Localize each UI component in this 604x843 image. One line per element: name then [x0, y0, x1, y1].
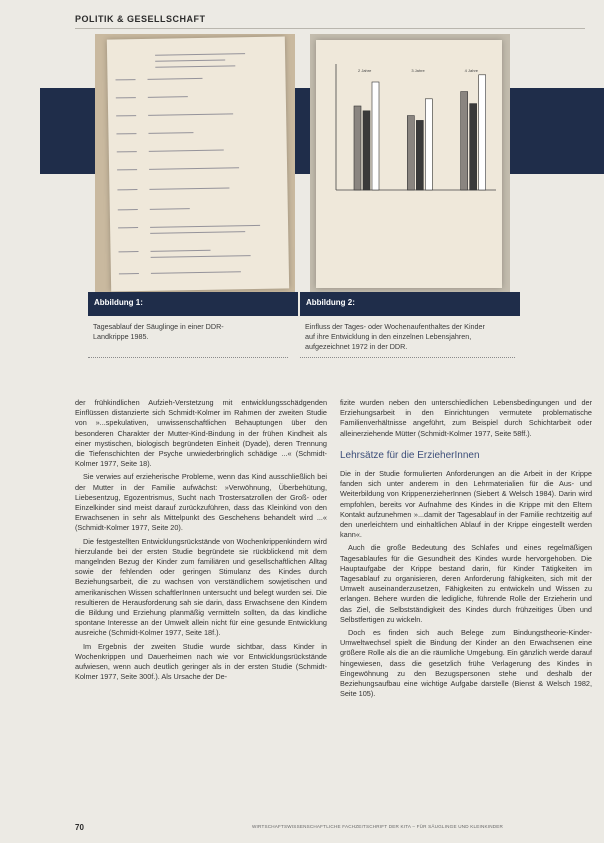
bar	[363, 111, 370, 190]
figure1-photo	[95, 34, 295, 292]
footer-text: WIRTSCHAFTSWISSENSCHAFTLICHE FACHZEITSCHRIFT DER KITA – FÜR SÄUGLINGE UND KLEINKINDER	[252, 824, 504, 829]
bar	[461, 92, 468, 190]
bar	[479, 75, 486, 190]
figure2-description: Einfluss der Tages- oder Wochenaufenthaltes der Kinder auf ihre Entwicklung in den einzelnen Lebensjahren, aufgezeichnet 1972 in der DDR.	[305, 322, 485, 351]
body-paragraph: fizite wurden neben den unterschiedlichen Lebensbedingungen und der Erziehungsarbeit in den Einrichtungen vermutete problematische Familienverhältnisse angeführt, zum Beispiel durch Schichtarbeit oder alleinerziehende Mütter (Schmidt-Kolmer 1977, Seite 58ff.).	[340, 398, 592, 438]
figure1-divider	[88, 357, 288, 358]
bar	[407, 116, 414, 190]
bar-chart	[316, 40, 502, 288]
category-label: 3 Jahre	[411, 68, 425, 73]
category-label: 4 Jahre	[464, 68, 479, 73]
figure2-divider	[300, 357, 515, 358]
figure1-description: Tagesablauf der Säuglinge in einer DDR-Landkrippe 1985.	[93, 322, 224, 341]
page-number: 70	[75, 823, 84, 832]
body-paragraph: Doch es finden sich auch Belege zum Bindungstheorie-Kinder-Umweltwechsel spielt die Bindung der Kinder an den Erwachsenen eine größere Rolle als die an die räumliche Umgebung. Ein gänzlich werde darauf hingewiesen, dass die gesetzlich frühe Verlagerung des Kindes in Eingewöhnung zu den Bezugspersonen stehe und deshalb der Beziehungsaufbau eine wichtige Aufgabe darstelle (Bienst & Welsch 1982, Seite 105).	[340, 628, 592, 699]
body-paragraph: Die festgestellten Entwicklungsrückstände von Wochenkrippenkindern wird hierzulande bei der ersten Studie begründete sie rückblickend mit dem mangelnden Bezug der Kinder zum familiären und gesellschaftlichen Alltag sowie der fehlenden oder geringen Stimulanz des Kindes durch Beziehungsarbeit, die zu wachsen von verständlichem sowjetischen und amerikanischen Wissen schaftlerInnen untersucht und belegt wurden sei. Die resultieren de Herausforderung sah sie darin, dass Erwachsene den Kindern die Bildung und Erziehung planmäßig vermitteln sollten, da das kindliche spontane Interesse an der Umwelt allein nicht für eine gesunde Entwicklung ausreiche (Schmidt-Kolmer 1977, Seite 18f.).	[75, 536, 327, 638]
figure1-label: Abbildung 1:	[94, 298, 143, 307]
bar	[425, 99, 432, 190]
figure2-label: Abbildung 2:	[306, 298, 355, 307]
figure2-label-bar	[300, 292, 520, 316]
body-column-left	[75, 398, 327, 685]
header-rule	[75, 28, 585, 29]
body-paragraph: Die in der Studie formulierten Anforderungen an die Arbeit in der Krippe fanden sich unter anderem in den Lehrmaterialien für die Aus- und Weiterbildung von KrippenerzieherInnen (Siebert & Welsch 1984). Darin wird empfohlen, bereits vor Aufnahme des Kindes in die Krippe mit den Eltern Kontakt aufzunehmen »...damit der Tagesablauf in der Familie rechtzeitig auf den unerleichtern und einhaltlichen Ablauf in der Krippe eingestellt werden kann«.	[340, 469, 592, 540]
bar	[470, 104, 477, 190]
figure2-photo	[310, 34, 510, 292]
bar	[372, 82, 379, 190]
section-header: POLITIK & GESELLSCHAFT	[75, 14, 206, 24]
bar	[416, 120, 423, 190]
handwritten-schedule-sheet	[107, 36, 289, 291]
category-label: 2 Jahre	[358, 68, 372, 73]
chart-sheet	[316, 40, 502, 288]
body-paragraph: der frühkindlichen Aufzieh-Verstetzung mit entwicklungsschädgenden Einflüssen distanzierte sich Schmidt-Kolmer im Rahmen der zweiten Studie von »...spekulativen, unwissenschaftlichen Behauptungen über den besonderen Charakter der Mutter-Kind-Bindung in der frühen Kindheit als einer mystischen, biologisch begründeten Einheit (Dyade), deren Trennung die Tiefenschichten der Psyche unwiederbringlich schädige ...« (Schmidt-Kolmer 1977, Seite 18).	[75, 398, 327, 469]
body-paragraph: Auch die große Bedeutung des Schlafes und eines regelmäßigen Tagesablaufes für die Gesundheit des Kindes wurde hervorgehoben. Die Hauptaufgabe der Krippe bestand darin, für Kinder Tätigkeiten im Tagesablauf zu organisieren, deren Anforderung fähigkeiten, sich mit der Umwelt auseinanderzusetzen, Fähigkeiten zu entwickeln und Wissen zu erlangen. Behere wurden die ledigliche, führende Rolle der Erzieherin und das Ziel, die Selbstständigkeit des Kindes durch frühzeitiges Üben und Selbstfertigen zu wickeln.	[340, 543, 592, 624]
body-paragraph: Im Ergebnis der zweiten Studie wurde sichtbar, dass Kinder in Wochenkrippen und Dauerheimen nach wie vor Entwicklungsrückstände aufwiesen, wenn auch deutlich geringer als in der ersten Studie (Schmidt-Kolmer 1977, Seite 300f.). Als Ursache der De-	[75, 641, 327, 682]
body-paragraph: Sie verwies auf erzieherische Probleme, wenn das Kind ausschließlich bei der Mutter in der Familie aufwächst: »Verwöhnung, Überbehütung, Liebesentzug, Egozentrismus, Sucht nach Trostersatzrollen der Groß- oder Einzelkinder sind meist darauf zurückzuführen, dass das Kleinkind von den Erwachsenen in sehr als Mittelpunkt des Geschehens behandelt wird ...« (Schmidt-Kolmer 1977, Seite 20).	[75, 472, 327, 533]
bar	[354, 106, 361, 190]
figure1-label-bar	[88, 292, 298, 316]
body-column-right	[340, 398, 592, 702]
section-subheading: Lehrsätze für die ErzieherInnen	[340, 449, 480, 461]
